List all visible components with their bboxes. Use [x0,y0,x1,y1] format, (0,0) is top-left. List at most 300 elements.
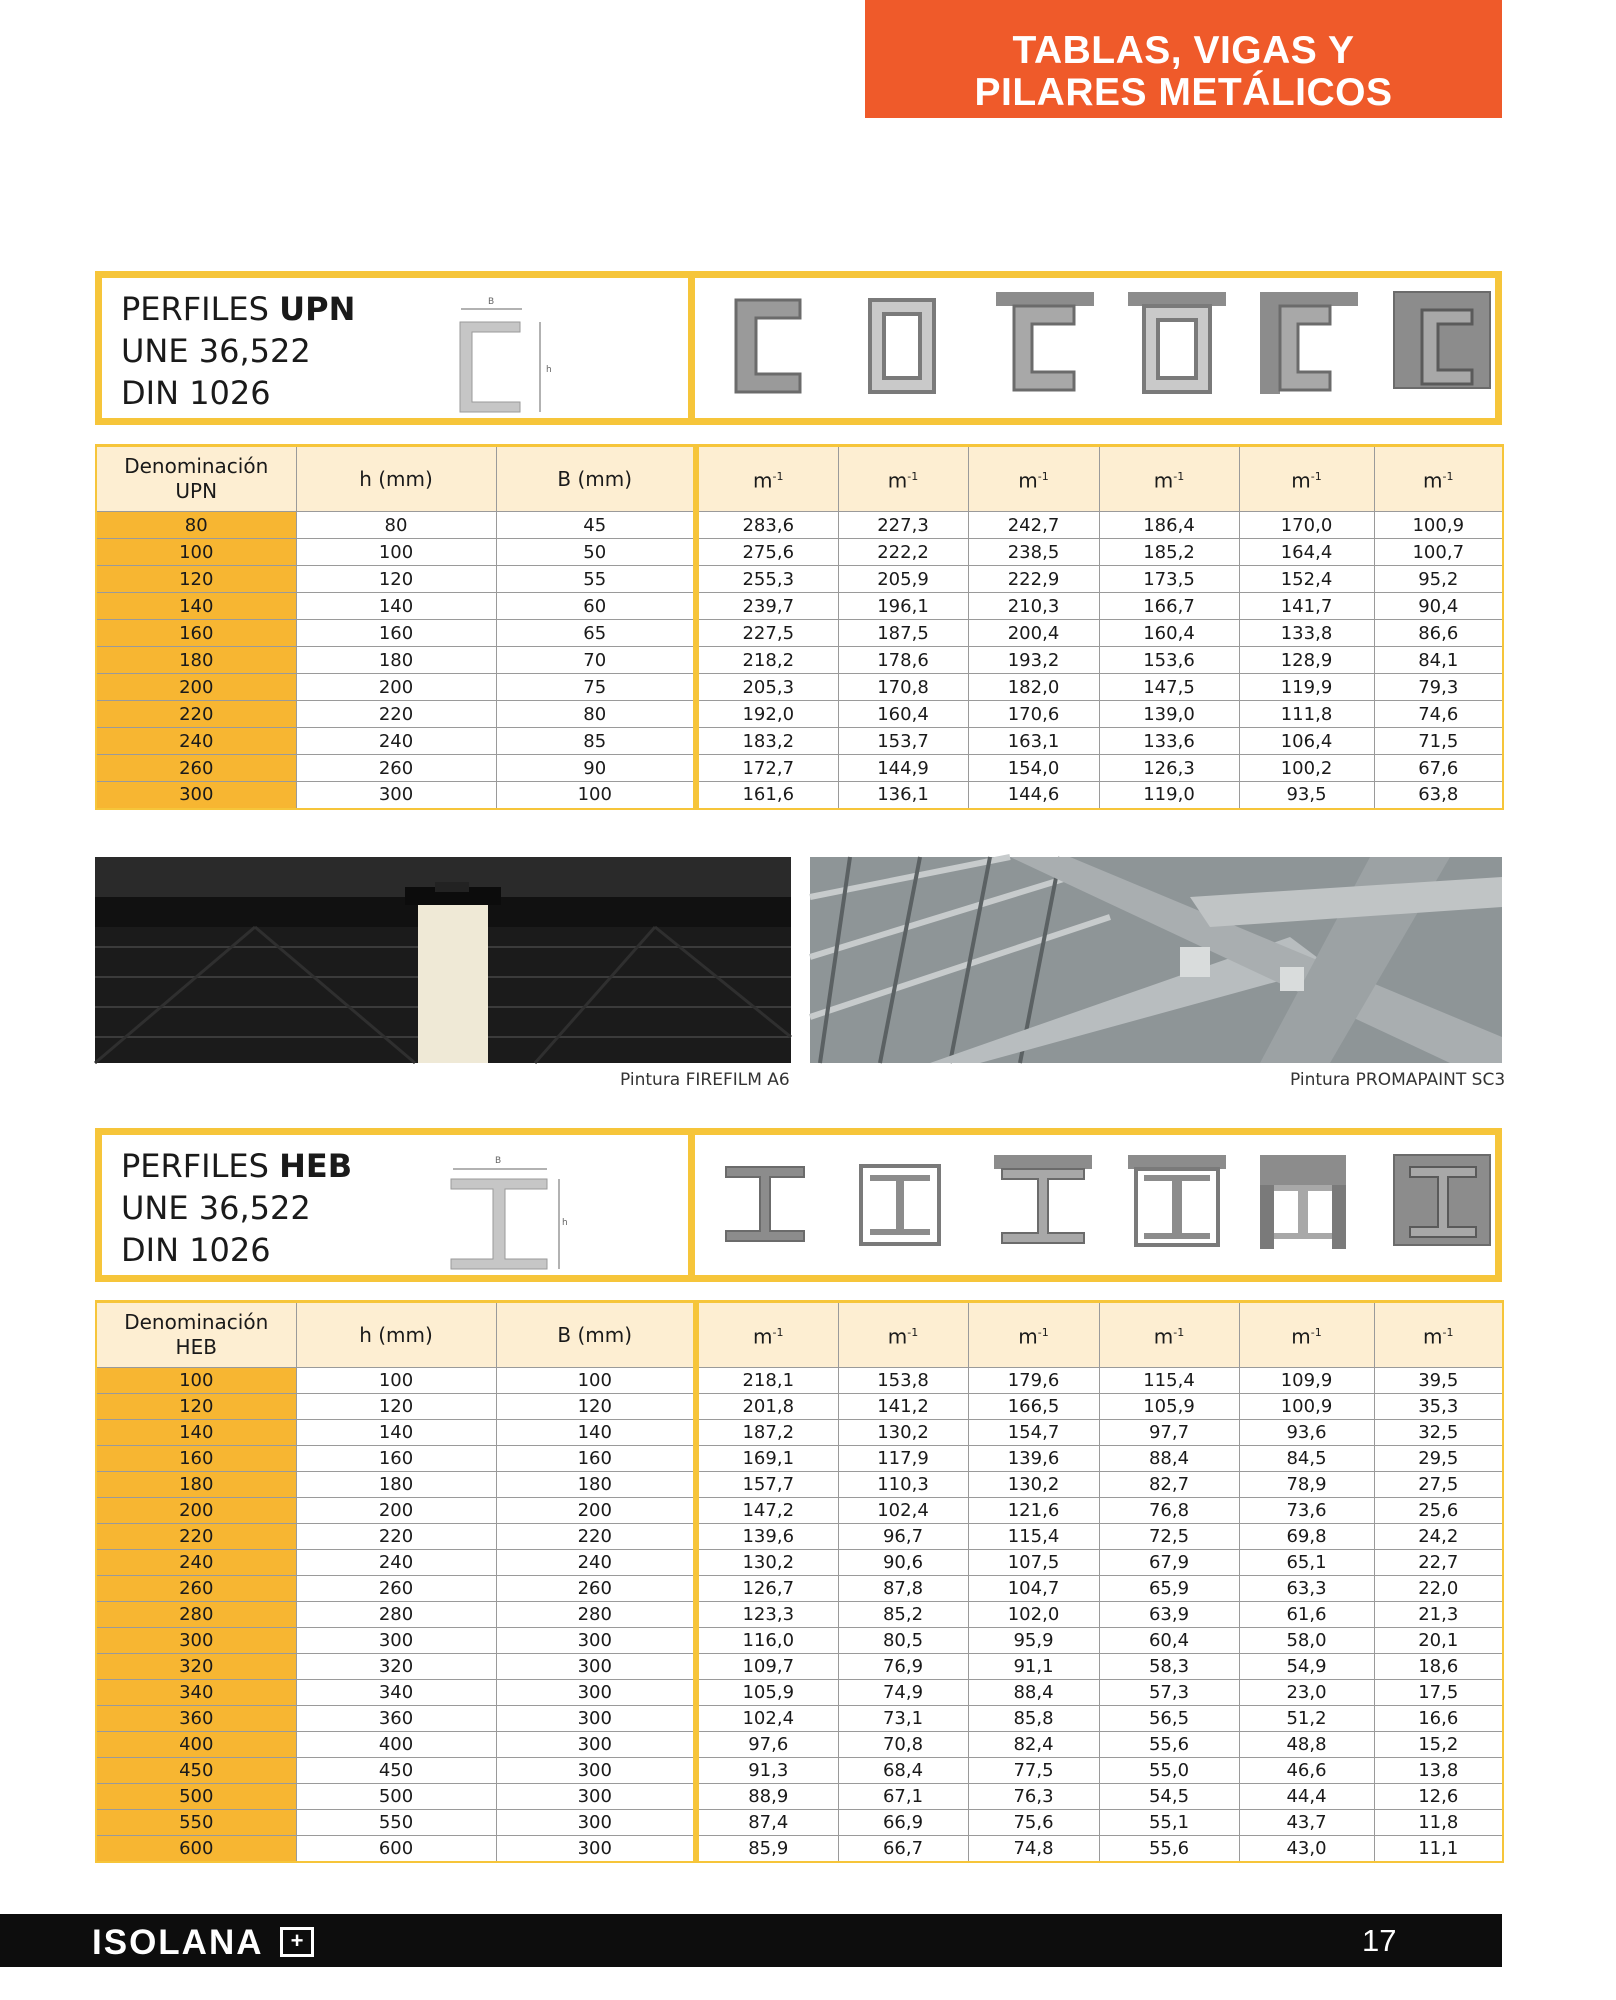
heb-m-header: $m^{-1}$ [838,1302,968,1368]
heb-m-value-cell: 201,8 [696,1394,838,1420]
upn-m-value-cell: 153,6 [1099,647,1239,674]
heb-b-cell: 300 [496,1758,696,1784]
upn-m-value-cell: 119,9 [1239,674,1374,701]
upn-m-value-cell: 163,1 [968,728,1099,755]
heb-m-value-cell: 73,1 [838,1706,968,1732]
upn-profile-header [95,271,1502,425]
heb-table-row [96,1784,1503,1810]
heb-m-value-cell: 54,9 [1239,1654,1374,1680]
black-steel-structure-image [95,857,791,1063]
heb-m-value-cell: 88,4 [1099,1446,1239,1472]
upn-m-header: $m^{-1}$ [1099,446,1239,512]
heb-m-value-cell: 21,3 [1374,1602,1503,1628]
upn-table-row [96,647,1503,674]
upn-wall-slab-icon [1258,290,1360,396]
upn-m-value-cell: 153,7 [838,728,968,755]
heb-denominacion-cell: 100 [96,1368,296,1394]
heb-m-value-cell: 130,2 [696,1550,838,1576]
heb-m-value-cell: 139,6 [968,1446,1099,1472]
upn-m-value-cell: 100,2 [1239,755,1374,782]
heb-m-value-cell: 17,5 [1374,1680,1503,1706]
heb-h-cell: 600 [296,1836,496,1862]
heb-h-cell: 300 [296,1628,496,1654]
upn-denominacion-cell: 220 [96,701,296,728]
upn-h-cell: 240 [296,728,496,755]
upn-m-header: $m^{-1}$ [1374,446,1503,512]
heb-h-cell: 400 [296,1732,496,1758]
section-banner [865,0,1502,118]
upn-b-cell: 90 [496,755,696,782]
heb-title-bold: HEB [279,1147,353,1185]
upn-diagram-h-label: h [546,365,552,375]
heb-h-cell: 500 [296,1784,496,1810]
heb-protection-icons [702,1135,1502,1275]
heb-m-value-cell: 76,3 [968,1784,1099,1810]
upn-h-cell: 200 [296,674,496,701]
heb-table-row [96,1628,1503,1654]
photo-promapaint-caption: Pintura PROMAPAINT SC3 [1290,1070,1506,1090]
heb-m-value-cell: 187,2 [696,1420,838,1446]
heb-denominacion-cell: 500 [96,1784,296,1810]
grey-steel-structure-image [810,857,1502,1063]
upn-m-value-cell: 90,4 [1374,593,1503,620]
isolana-logo-mark-icon: + [280,1927,314,1957]
upn-m-value-cell: 164,4 [1239,539,1374,566]
heb-b-cell: 180 [496,1472,696,1498]
upn-m-value-cell: 144,9 [838,755,968,782]
heb-m-value-cell: 169,1 [696,1446,838,1472]
heb-standard-une: UNE 36,522 [121,1189,311,1227]
upn-protection-icons [702,278,1502,418]
upn-m-value-cell: 133,6 [1099,728,1239,755]
banner-line-2: PILARES METÁLICOS [974,71,1393,114]
heb-table-row [96,1446,1503,1472]
heb-b-cell: 300 [496,1654,696,1680]
heb-m-value-cell: 27,5 [1374,1472,1503,1498]
heb-h-cell: 160 [296,1446,496,1472]
heb-b-cell: 260 [496,1576,696,1602]
heb-slab-box-icon [1126,1153,1228,1249]
upn-m-value-cell: 222,2 [838,539,968,566]
upn-slab-box-icon [1126,290,1228,396]
heb-m-value-cell: 55,6 [1099,1732,1239,1758]
heb-slab-profile-icon [992,1153,1094,1249]
heb-wall-slab-icon [1258,1153,1350,1253]
upn-h-cell: 100 [296,539,496,566]
upn-m-value-cell: 166,7 [1099,593,1239,620]
heb-m-value-cell: 73,6 [1239,1498,1374,1524]
heb-denominacion-cell: 300 [96,1628,296,1654]
heb-denominacion-cell: 200 [96,1498,296,1524]
upn-m-value-cell: 95,2 [1374,566,1503,593]
heb-section-diagram-icon [447,1149,567,1274]
upn-m-value-cell: 93,5 [1239,782,1374,809]
heb-m-value-cell: 23,0 [1239,1680,1374,1706]
upn-table-body [96,512,1503,809]
heb-profile-icon [724,1165,806,1245]
heb-m-value-cell: 25,6 [1374,1498,1503,1524]
upn-title-bold: UPN [279,290,356,328]
heb-b-cell: 100 [496,1368,696,1394]
heb-m-value-cell: 87,8 [838,1576,968,1602]
heb-m-value-cell: 166,5 [968,1394,1099,1420]
heb-m-value-cell: 96,7 [838,1524,968,1550]
heb-denominacion-cell: 340 [96,1680,296,1706]
upn-m-value-cell: 170,6 [968,701,1099,728]
upn-b-cell: 50 [496,539,696,566]
heb-m-header: $m^{-1}$ [696,1302,838,1368]
heb-h-cell: 280 [296,1602,496,1628]
upn-table-row [96,566,1503,593]
upn-m-value-cell: 238,5 [968,539,1099,566]
heb-m-value-cell: 55,1 [1099,1810,1239,1836]
upn-m-value-cell: 173,5 [1099,566,1239,593]
heb-table-row [96,1758,1503,1784]
heb-m-value-cell: 57,3 [1099,1680,1239,1706]
upn-table-row [96,755,1503,782]
heb-b-cell: 160 [496,1446,696,1472]
upn-m-value-cell: 133,8 [1239,620,1374,647]
upn-title-cell [102,278,695,418]
upn-b-cell: 55 [496,566,696,593]
heb-m-value-cell: 18,6 [1374,1654,1503,1680]
heb-m-value-cell: 82,4 [968,1732,1099,1758]
upn-m-value-cell: 210,3 [968,593,1099,620]
heb-b-cell: 140 [496,1420,696,1446]
heb-m-value-cell: 179,6 [968,1368,1099,1394]
upn-m-value-cell: 239,7 [696,593,838,620]
upn-m-value-cell: 152,4 [1239,566,1374,593]
upn-header-row [96,446,1503,512]
heb-m-value-cell: 88,4 [968,1680,1099,1706]
upn-m-value-cell: 283,6 [696,512,838,539]
heb-m-value-cell: 60,4 [1099,1628,1239,1654]
heb-m-value-cell: 11,8 [1374,1810,1503,1836]
upn-table-row [96,620,1503,647]
heb-box-icon [858,1163,942,1247]
heb-profile-header [95,1128,1502,1282]
heb-m-value-cell: 46,6 [1239,1758,1374,1784]
heb-table-row [96,1394,1503,1420]
heb-denominacion-cell: 140 [96,1420,296,1446]
upn-m-value-cell: 227,5 [696,620,838,647]
heb-m-value-cell: 88,9 [696,1784,838,1810]
heb-m-value-cell: 68,4 [838,1758,968,1784]
heb-embedded-icon [1392,1153,1494,1249]
upn-b-header: B (mm) [496,446,696,512]
upn-m-value-cell: 218,2 [696,647,838,674]
upn-denominacion-cell: 100 [96,539,296,566]
heb-m-value-cell: 58,0 [1239,1628,1374,1654]
heb-b-cell: 300 [496,1628,696,1654]
heb-m-value-cell: 109,9 [1239,1368,1374,1394]
heb-h-cell: 240 [296,1550,496,1576]
heb-table-row [96,1654,1503,1680]
heb-table-row [96,1368,1503,1394]
heb-denominacion-cell: 240 [96,1550,296,1576]
heb-m-value-cell: 12,6 [1374,1784,1503,1810]
heb-m-value-cell: 70,8 [838,1732,968,1758]
heb-denominacion-cell: 260 [96,1576,296,1602]
upn-table-row [96,782,1503,809]
heb-b-cell: 300 [496,1784,696,1810]
upn-m-value-cell: 170,0 [1239,512,1374,539]
heb-m-value-cell: 218,1 [696,1368,838,1394]
heb-table-row [96,1472,1503,1498]
heb-m-value-cell: 80,5 [838,1628,968,1654]
heb-m-value-cell: 102,4 [838,1498,968,1524]
upn-denominacion-cell: 160 [96,620,296,647]
heb-m-value-cell: 13,8 [1374,1758,1503,1784]
upn-m-value-cell: 227,3 [838,512,968,539]
heb-b-cell: 120 [496,1394,696,1420]
heb-denominacion-cell: 220 [96,1524,296,1550]
upn-b-cell: 60 [496,593,696,620]
upn-m-value-cell: 183,2 [696,728,838,755]
upn-box-icon [866,296,938,396]
heb-m-value-cell: 153,8 [838,1368,968,1394]
heb-standard-din: DIN 1026 [121,1231,271,1269]
heb-m-value-cell: 77,5 [968,1758,1099,1784]
upn-b-cell: 45 [496,512,696,539]
heb-m-value-cell: 11,1 [1374,1836,1503,1862]
heb-m-value-cell: 115,4 [968,1524,1099,1550]
upn-m-value-cell: 128,9 [1239,647,1374,674]
upn-m-value-cell: 193,2 [968,647,1099,674]
heb-m-value-cell: 24,2 [1374,1524,1503,1550]
heb-h-cell: 200 [296,1498,496,1524]
heb-table-row [96,1836,1503,1862]
heb-table-body [96,1368,1503,1862]
heb-m-value-cell: 105,9 [1099,1394,1239,1420]
upn-slab-three-sided-icon [994,290,1096,396]
upn-m-value-cell: 222,9 [968,566,1099,593]
heb-m-value-cell: 44,4 [1239,1784,1374,1810]
upn-h-cell: 80 [296,512,496,539]
heb-m-value-cell: 22,7 [1374,1550,1503,1576]
heb-m-value-cell: 76,9 [838,1654,968,1680]
heb-b-cell: 300 [496,1680,696,1706]
heb-m-value-cell: 91,3 [696,1758,838,1784]
upn-standard-din: DIN 1026 [121,374,271,412]
heb-m-value-cell: 43,7 [1239,1810,1374,1836]
photo-firefilm [95,857,791,1063]
heb-denominacion-cell: 160 [96,1446,296,1472]
upn-denominacion-cell: 180 [96,647,296,674]
upn-m-value-cell: 79,3 [1374,674,1503,701]
heb-b-cell: 300 [496,1706,696,1732]
heb-m-value-cell: 97,7 [1099,1420,1239,1446]
heb-b-cell: 300 [496,1732,696,1758]
heb-b-cell: 280 [496,1602,696,1628]
heb-m-value-cell: 32,5 [1374,1420,1503,1446]
heb-m-value-cell: 78,9 [1239,1472,1374,1498]
heb-m-value-cell: 87,4 [696,1810,838,1836]
upn-standard-une: UNE 36,522 [121,332,311,370]
upn-m-value-cell: 187,5 [838,620,968,647]
upn-m-value-cell: 119,0 [1099,782,1239,809]
upn-m-value-cell: 111,8 [1239,701,1374,728]
upn-m-value-cell: 255,3 [696,566,838,593]
heb-m-value-cell: 35,3 [1374,1394,1503,1420]
upn-m-value-cell: 71,5 [1374,728,1503,755]
upn-table-row [96,539,1503,566]
heb-m-value-cell: 74,9 [838,1680,968,1706]
heb-m-value-cell: 67,1 [838,1784,968,1810]
heb-h-cell: 120 [296,1394,496,1420]
heb-m-value-cell: 123,3 [696,1602,838,1628]
heb-m-value-cell: 102,0 [968,1602,1099,1628]
heb-m-value-cell: 39,5 [1374,1368,1503,1394]
heb-table-row [96,1550,1503,1576]
upn-m-value-cell: 205,9 [838,566,968,593]
heb-m-value-cell: 66,7 [838,1836,968,1862]
heb-data-table [95,1300,1504,1863]
upn-m-value-cell: 154,0 [968,755,1099,782]
heb-h-cell: 140 [296,1420,496,1446]
heb-m-value-cell: 141,2 [838,1394,968,1420]
heb-denominacion-cell: 550 [96,1810,296,1836]
upn-m-value-cell: 144,6 [968,782,1099,809]
photo-firefilm-caption: Pintura FIREFILM A6 [620,1070,790,1090]
upn-table-row [96,593,1503,620]
upn-m-value-cell: 106,4 [1239,728,1374,755]
upn-m-value-cell: 74,6 [1374,701,1503,728]
heb-b-header: B (mm) [496,1302,696,1368]
heb-m-value-cell: 91,1 [968,1654,1099,1680]
heb-m-value-cell: 61,6 [1239,1602,1374,1628]
upn-diagram-b-label: B [488,297,495,307]
heb-m-header: $m^{-1}$ [968,1302,1099,1368]
heb-m-value-cell: 69,8 [1239,1524,1374,1550]
heb-m-value-cell: 85,9 [696,1836,838,1862]
heb-h-cell: 100 [296,1368,496,1394]
upn-h-cell: 180 [296,647,496,674]
heb-m-value-cell: 100,9 [1239,1394,1374,1420]
heb-denominacion-cell: 120 [96,1394,296,1420]
heb-m-value-cell: 76,8 [1099,1498,1239,1524]
upn-denominacion-cell: 240 [96,728,296,755]
heb-m-value-cell: 22,0 [1374,1576,1503,1602]
heb-table-row [96,1576,1503,1602]
heb-denominacion-cell: 400 [96,1732,296,1758]
heb-denominacion-cell: 280 [96,1602,296,1628]
upn-m-header: $m^{-1}$ [1239,446,1374,512]
heb-m-header: $m^{-1}$ [1099,1302,1239,1368]
heb-m-header: $m^{-1}$ [1239,1302,1374,1368]
heb-h-cell: 220 [296,1524,496,1550]
heb-denominacion-header: Denominación HEB [96,1302,296,1368]
upn-title: PERFILES UPN UNE 36,522 DIN 1026 [121,290,356,412]
heb-m-value-cell: 110,3 [838,1472,968,1498]
upn-m-value-cell: 160,4 [838,701,968,728]
heb-m-value-cell: 95,9 [968,1628,1099,1654]
heb-m-value-cell: 15,2 [1374,1732,1503,1758]
heb-m-value-cell: 67,9 [1099,1550,1239,1576]
upn-m-value-cell: 139,0 [1099,701,1239,728]
heb-table-row [96,1498,1503,1524]
upn-m-value-cell: 100,7 [1374,539,1503,566]
heb-m-value-cell: 66,9 [838,1810,968,1836]
heb-h-cell: 450 [296,1758,496,1784]
upn-denominacion-cell: 300 [96,782,296,809]
heb-h-cell: 360 [296,1706,496,1732]
upn-h-header: h (mm) [296,446,496,512]
upn-m-value-cell: 178,6 [838,647,968,674]
heb-m-value-cell: 82,7 [1099,1472,1239,1498]
heb-b-cell: 300 [496,1836,696,1862]
upn-denominacion-cell: 260 [96,755,296,782]
upn-three-sided-icon [732,296,804,396]
heb-m-value-cell: 105,9 [696,1680,838,1706]
heb-table-row [96,1524,1503,1550]
heb-m-value-cell: 75,6 [968,1810,1099,1836]
heb-m-value-cell: 116,0 [696,1628,838,1654]
upn-data-table [95,444,1504,810]
upn-table-row [96,701,1503,728]
upn-denominacion-cell: 200 [96,674,296,701]
heb-denominacion-cell: 600 [96,1836,296,1862]
upn-m-value-cell: 196,1 [838,593,968,620]
heb-m-value-cell: 117,9 [838,1446,968,1472]
heb-m-value-cell: 58,3 [1099,1654,1239,1680]
upn-denominacion-cell: 80 [96,512,296,539]
heb-m-header: $m^{-1}$ [1374,1302,1503,1368]
heb-header-row [96,1302,1503,1368]
upn-embedded-icon [1392,290,1494,396]
heb-table-row [96,1706,1503,1732]
heb-m-value-cell: 43,0 [1239,1836,1374,1862]
heb-m-value-cell: 157,7 [696,1472,838,1498]
upn-m-value-cell: 100,9 [1374,512,1503,539]
page-footer [0,1914,1502,1967]
heb-m-value-cell: 93,6 [1239,1420,1374,1446]
heb-m-value-cell: 72,5 [1099,1524,1239,1550]
upn-b-cell: 65 [496,620,696,647]
upn-denominacion-header: Denominación UPN [96,446,296,512]
heb-m-value-cell: 63,9 [1099,1602,1239,1628]
upn-m-value-cell: 160,4 [1099,620,1239,647]
upn-m-value-cell: 126,3 [1099,755,1239,782]
upn-m-value-cell: 63,8 [1374,782,1503,809]
upn-m-value-cell: 172,7 [696,755,838,782]
upn-b-cell: 70 [496,647,696,674]
heb-h-header: h (mm) [296,1302,496,1368]
upn-m-value-cell: 275,6 [696,539,838,566]
heb-h-cell: 340 [296,1680,496,1706]
heb-m-value-cell: 54,5 [1099,1784,1239,1810]
heb-m-value-cell: 85,2 [838,1602,968,1628]
upn-m-header: $m^{-1}$ [696,446,838,512]
upn-m-value-cell: 185,2 [1099,539,1239,566]
banner-line-1: TABLAS, VIGAS Y [1012,29,1355,72]
upn-m-value-cell: 141,7 [1239,593,1374,620]
upn-m-value-cell: 67,6 [1374,755,1503,782]
heb-diagram-h-label: h [562,1218,568,1228]
heb-title: PERFILES HEB UNE 36,522 DIN 1026 [121,1147,353,1269]
upn-m-value-cell: 147,5 [1099,674,1239,701]
upn-b-cell: 80 [496,701,696,728]
heb-m-value-cell: 109,7 [696,1654,838,1680]
heb-m-value-cell: 107,5 [968,1550,1099,1576]
heb-m-value-cell: 20,1 [1374,1628,1503,1654]
heb-m-value-cell: 139,6 [696,1524,838,1550]
upn-m-value-cell: 200,4 [968,620,1099,647]
heb-m-value-cell: 115,4 [1099,1368,1239,1394]
heb-m-value-cell: 16,6 [1374,1706,1503,1732]
heb-denominacion-cell: 320 [96,1654,296,1680]
upn-h-cell: 220 [296,701,496,728]
